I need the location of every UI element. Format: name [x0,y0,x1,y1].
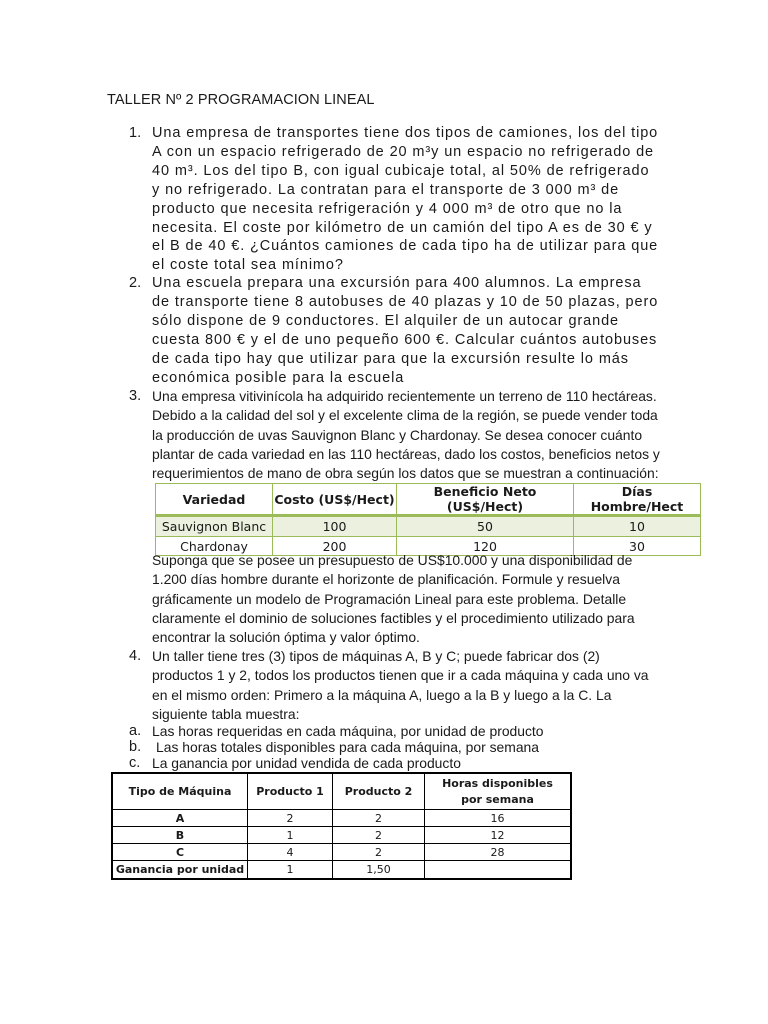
problem-line: cuesta 800 € y el de uno pequeño 600 €. Calcular cuántos autobuses [152,331,658,348]
problem-line: Una empresa vitivinícola ha adquirido recientemente un terreno de 110 hectáreas. [152,388,657,404]
table-cell [425,861,572,880]
table-cell: 2 [333,844,425,861]
table-cell: Ganancia por unidad [112,861,248,880]
problem-2-number: 2. [129,275,142,291]
problem-line: en el mismo orden: Primero a la máquina A, luego a la B y luego a la C. La [152,686,612,703]
table-cell: 28 [425,844,572,861]
table-header-row [156,484,701,516]
problem-1-number: 1. [129,125,142,141]
sub-item-b-text: Las horas totales disponibles para cada máquina, por semana [156,739,540,755]
problem-line: Una escuela prepara una excursión para 400 alumnos. La empresa [152,275,642,291]
table-cell: Chardonay [156,537,273,556]
table-header-cell: Días Hombre/Hect [574,484,701,516]
table-cell: 50 [397,516,574,537]
table-cell: 1 [248,861,333,880]
problem-line: la producción de uvas Sauvignon Blanc y Chardonay. Se desea conocer cuánto [152,426,643,443]
sub-item-c-letter: c. [129,755,141,771]
sub-item-a-letter: a. [129,723,142,739]
problem-line: el coste total sea mínimo? [152,257,344,274]
table-cell: 12 [425,827,572,844]
problem-4-number: 4. [129,648,142,664]
machine-table [111,772,572,880]
problem-line: Suponga que se posee un presupuesto de US$10.000 y una disponibilidad de [152,552,633,568]
problem-line: y no refrigerado. La contratan para el transporte de 3 000 m³ de [152,181,620,198]
problem-line: Un taller tiene tres (3) tipos de máquinas A, B y C; puede fabricar dos (2) [152,648,600,664]
problem-line: A con un espacio refrigerado de 20 m³y un espacio no refrigerado de [152,143,655,160]
problem-line: sólo dispone de 9 conductores. El alquiler de un autocar grande [152,312,620,329]
vineyard-table [155,483,701,556]
table-cell: 2 [333,827,425,844]
problem-line: plantar de cada variedad en las 110 hectáreas, dado los costos, beneficios netos y [152,445,660,462]
table-row [156,516,701,537]
problem-1-text [152,124,661,275]
table-cell: C [112,844,248,861]
table-cell: 200 [273,537,397,556]
table-header-cell: Tipo de Máquina [112,773,248,810]
problem-line: necesita. El coste por kilómetro de un camión del tipo A es de 30 € y [152,219,653,236]
problem-line: 40 m³. Los del tipo B, con igual cubicaje total, al 50% de refrigerado [152,162,650,179]
problem-3-number: 3. [129,388,142,404]
problem-3-followup-text [152,551,661,647]
table-row [112,827,571,844]
table-cell: 2 [248,810,333,827]
problem-line: requerimientos de mano de obra según los datos que se muestran a continuación: [152,465,659,482]
table-cell: 1,50 [333,861,425,880]
sub-item-a-text: Las horas requeridas en cada máquina, por unidad de producto [152,723,544,739]
table-header-row [112,773,571,810]
problem-line: el B de 40 €. ¿Cuántos camiones de cada tipo ha de utilizar para que [152,238,659,255]
problem-line: económica posible para la escuela [152,369,405,386]
table-cell: 16 [425,810,572,827]
table-header-cell: Horas disponibles por semana [425,773,572,810]
table-cell: 1 [248,827,333,844]
problem-line: 1.200 días hombre durante el horizonte de planificación. Formule y resuelva [152,571,620,588]
table-cell: 100 [273,516,397,537]
table-cell: A [112,810,248,827]
problem-line: gráficamente un modelo de Programación Lineal para este problema. Detalle [152,590,627,607]
table-header-cell: Producto 1 [248,773,333,810]
problem-line: Una empresa de transportes tiene dos tipos de camiones, los del tipo [152,125,659,141]
table-row [112,810,571,827]
problem-line: Debido a la calidad del sol y el excelente clima de la región, se puede vender toda [152,407,658,424]
table-cell: 30 [574,537,701,556]
problem-line: de transporte tiene 8 autobuses de 40 plazas y 10 de 50 plazas, pero [152,293,659,310]
page-title: TALLER Nº 2 PROGRAMACION LINEAL [107,92,375,108]
table-cell: Sauvignon Blanc [156,516,273,537]
table-cell: B [112,827,248,844]
problem-line: producto que necesita refrigeración y 4 000 m³ de otro que no la [152,200,623,217]
sub-item-c-text: La ganancia por unidad vendida de cada producto [152,755,461,771]
problem-3-text [152,387,661,483]
problem-line: de cada tipo hay que utilizar para que la excursión resulte lo más [152,350,629,367]
table-header-cell: Variedad [156,484,273,516]
table-header-cell: Costo (US$/Hect) [273,484,397,516]
problem-line: productos 1 y 2, todos los productos tienen que ir a cada máquina y cada uno va [152,667,649,684]
table-cell: 2 [333,810,425,827]
problem-line: siguiente tabla muestra: [152,705,300,722]
table-row [112,844,571,861]
table-cell: 10 [574,516,701,537]
problem-2-text [152,274,661,387]
problem-4-text [152,647,661,724]
table-cell: 4 [248,844,333,861]
table-row [112,861,571,880]
table-header-cell: Beneficio Neto (US$/Hect) [397,484,574,516]
table-header-cell: Producto 2 [333,773,425,810]
table-cell: 120 [397,537,574,556]
problem-line: encontrar la solución óptima y valor óptimo. [152,629,420,646]
sub-item-b-letter: b. [129,739,142,755]
problem-line: claramente el dominio de soluciones factibles y el procedimiento utilizado para [152,609,635,626]
